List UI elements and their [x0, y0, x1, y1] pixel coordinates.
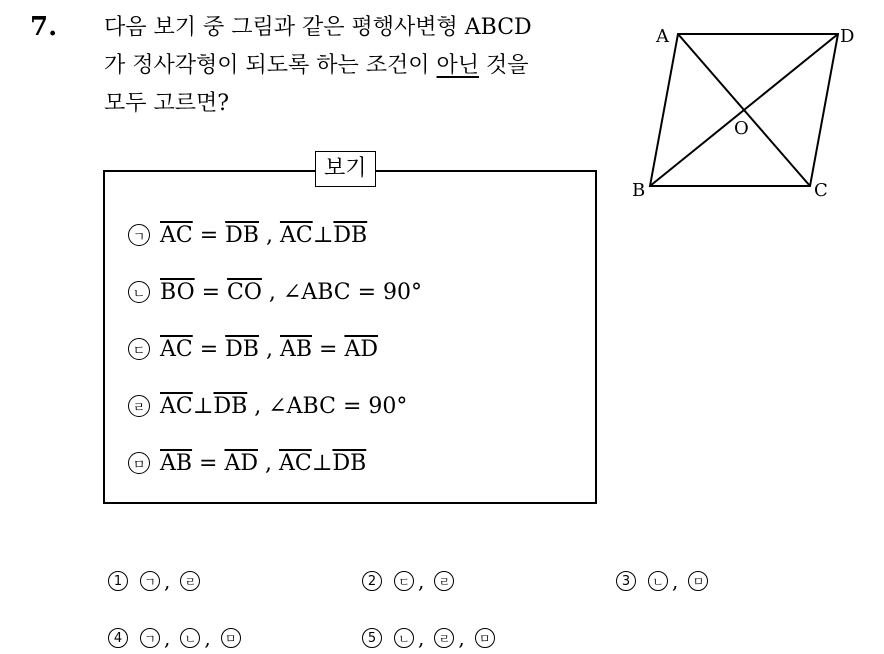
choice-5[interactable] [362, 626, 495, 650]
operator: = [312, 336, 345, 362]
choice-number-5: 5 [362, 628, 382, 648]
segment: $\overline{DB}$ [225, 222, 259, 248]
vertex-label-d: D [840, 26, 855, 47]
operator: = [192, 336, 226, 362]
choice-marker: ㅁ [221, 628, 241, 648]
choice-marker: ㄱ [140, 628, 160, 648]
question-line-2-post: 것을 [479, 53, 529, 78]
segment: $\overline{AB}$ [160, 450, 193, 476]
choice-marker: ㄴ [180, 628, 200, 648]
segment: $\overline{AC}$ [160, 336, 193, 362]
operator: ⊥ [311, 450, 333, 476]
question-line-2 [104, 52, 529, 80]
choice-number-2: 2 [362, 571, 382, 591]
separator: , [247, 393, 269, 419]
choice-separator: , [672, 569, 679, 593]
choice-marker: ㄹ [180, 571, 200, 591]
choice-4[interactable] [108, 626, 241, 650]
choice-marker: ㄹ [434, 628, 454, 648]
question-number: 7. [30, 12, 58, 42]
condition-expression-5 [160, 451, 366, 476]
choice-marker: ㄱ [140, 571, 160, 591]
condition-expression-1 [160, 223, 367, 248]
segment: $\overline{CO}$ [227, 279, 262, 305]
segment: $\overline{AC}$ [160, 222, 193, 248]
choice-2[interactable] [362, 569, 454, 593]
condition-5 [128, 448, 366, 478]
choice-marker: ㄴ [648, 571, 668, 591]
choice-marker: ㅁ [475, 628, 495, 648]
segment: $\overline{AD}$ [224, 450, 259, 476]
angle-condition: ∠ABC = 90° [282, 279, 423, 305]
choice-separator: , [164, 626, 171, 650]
question-line-3: 모두 고르면? [104, 91, 230, 116]
vertex-label-o: O [734, 118, 749, 139]
condition-1 [128, 220, 367, 250]
condition-expression-4 [160, 394, 407, 419]
choice-3[interactable] [616, 569, 708, 593]
choice-number-3: 3 [616, 571, 636, 591]
choice-separator: , [418, 626, 425, 650]
choice-separator: , [164, 569, 171, 593]
condition-expression-2 [160, 280, 422, 305]
choice-1[interactable] [108, 569, 200, 593]
segment: $\overline{DB}$ [333, 222, 368, 248]
condition-marker-3: ㄷ [128, 338, 150, 360]
operator: = [194, 279, 228, 305]
separator: , [261, 279, 283, 305]
segment: $\overline{DB}$ [332, 450, 367, 476]
parallelogram-figure [620, 12, 870, 202]
choice-separator: , [458, 626, 465, 650]
choice-marker: ㄷ [394, 571, 414, 591]
segment: $\overline{AD}$ [344, 336, 378, 362]
condition-marker-5: ㅁ [128, 452, 150, 474]
condition-marker-1: ㄱ [128, 224, 150, 246]
separator: , [258, 450, 279, 476]
condition-marker-2: ㄴ [128, 281, 150, 303]
question-underlined-word: 아닌 [436, 53, 480, 78]
condition-3 [128, 334, 378, 364]
operator: = [192, 450, 225, 476]
segment: $\overline{DB}$ [225, 336, 259, 362]
question-line-1: 다음 보기 중 그림과 같은 평행사변형 ABCD [104, 15, 532, 40]
condition-expression-3 [160, 337, 378, 362]
diagonal-db [650, 34, 838, 186]
operator: ⊥ [192, 393, 214, 419]
question-line-2-pre: 가 정사각형이 되도록 하는 조건이 [104, 53, 437, 78]
segment: $\overline{AC}$ [279, 222, 313, 248]
choice-marker: ㅁ [688, 571, 708, 591]
condition-4 [128, 391, 407, 421]
choice-separator: , [204, 626, 211, 650]
segment: $\overline{AC}$ [279, 450, 312, 476]
vertex-label-b: B [632, 180, 646, 201]
operator: ⊥ [312, 222, 334, 248]
segment: $\overline{DB}$ [213, 393, 248, 419]
separator: , [258, 222, 280, 248]
vertex-label-a: A [656, 26, 669, 47]
vertex-label-c: C [814, 180, 828, 201]
choice-separator: , [418, 569, 425, 593]
separator: , [258, 336, 280, 362]
condition-2 [128, 277, 422, 307]
bogi-label: 보기 [315, 151, 376, 187]
segment: $\overline{AB}$ [279, 336, 313, 362]
angle-condition: ∠ABC = 90° [268, 393, 408, 419]
segment: $\overline{AC}$ [160, 393, 193, 419]
segment: $\overline{BO}$ [160, 279, 195, 305]
condition-marker-4: ㄹ [128, 395, 150, 417]
choice-marker: ㄹ [434, 571, 454, 591]
operator: = [192, 222, 226, 248]
choice-number-4: 4 [108, 628, 128, 648]
choice-marker: ㄴ [394, 628, 414, 648]
choice-number-1: 1 [108, 571, 128, 591]
